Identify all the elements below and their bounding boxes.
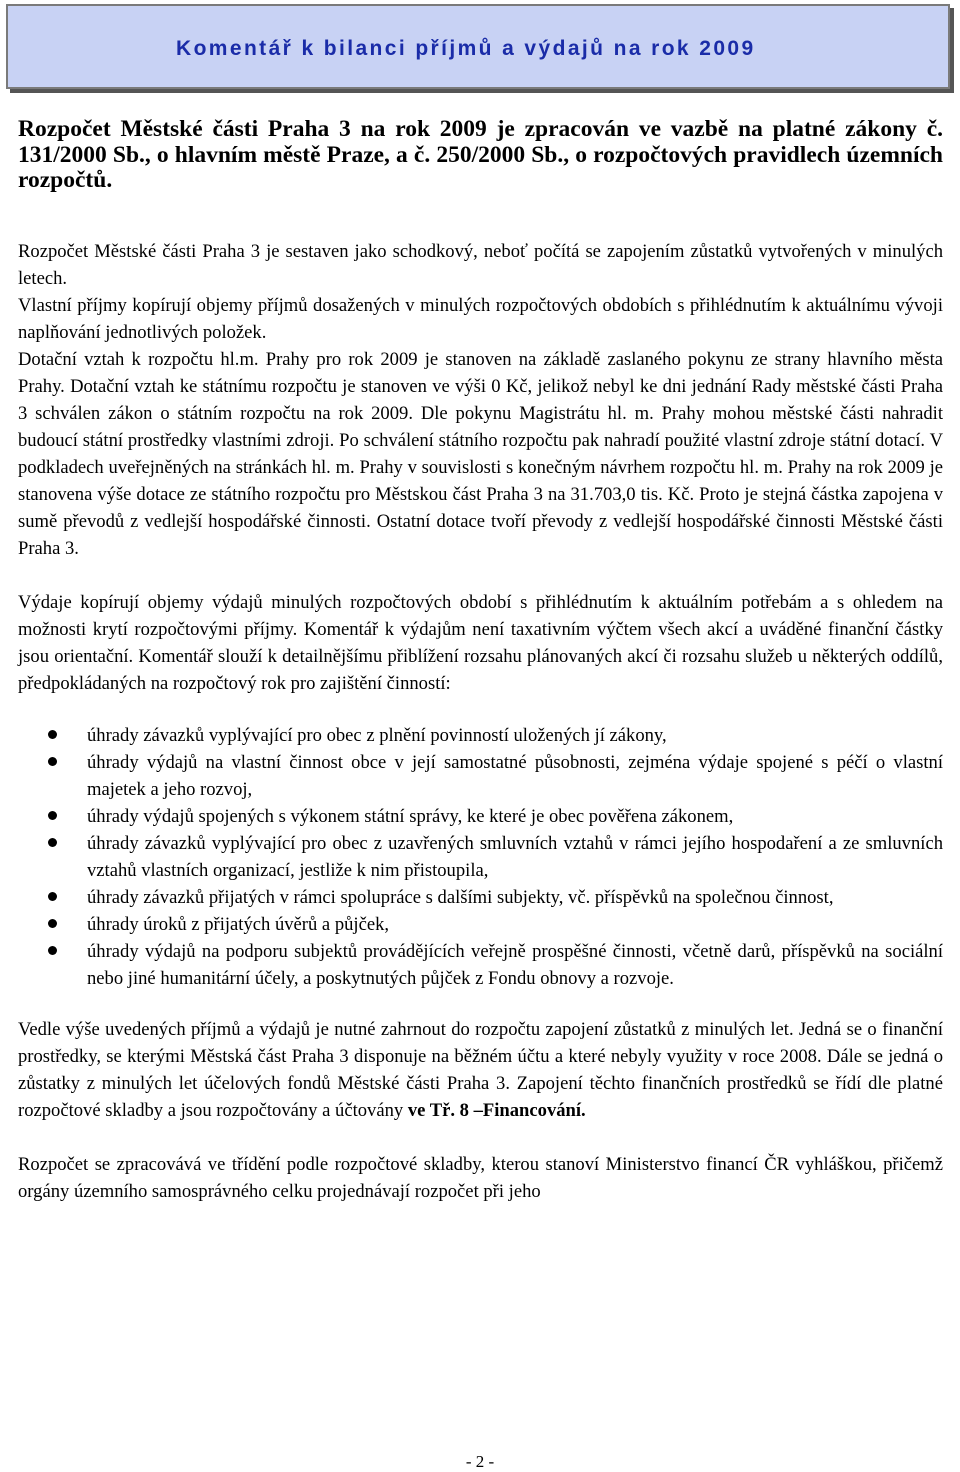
paragraph-expenditures: Výdaje kopírují objemy výdajů minulých rozpočtových období s přihlédnutím k aktuálním potřebám a s ohledem na možnosti krytí rozpočtovými příjmy. Komentář k výdajům není taxativním výčtem všech akcí a uváděné finanční částky jsou orientační. Komentář slouží k detailnějšímu přiblížení rozsahu plánovaných akcí či rozsahu služeb u některých oddílů, předpokládaných na rozpočtový rok pro zajištění činností: <box>18 591 943 694</box>
paragraph-deficit: Rozpočet Městské části Praha 3 je sestaven jako schodkový, neboť počítá se zapojením zůstatků vytvořených v minulých letech. <box>18 240 943 289</box>
bullet-icon <box>48 757 57 766</box>
paragraph-balances <box>18 1016 943 1124</box>
document-title: Komentář k bilanci příjmů a výdajů na rok 2009 <box>176 37 756 60</box>
list-item-text: úhrady výdajů na podporu subjektů provádějících veřejně prospěšné činnosti, včetně darů, příspěvků na sociální nebo jiné humanitární účely, a poskytnutých půjček z Fondu obnovy a rozvoje. <box>87 940 943 989</box>
document-title-box <box>6 4 950 89</box>
paragraph-subsidy: Dotační vztah k rozpočtu hl.m. Prahy pro rok 2009 je stanoven na základě zaslaného pokynu ze strany hlavního města Prahy. Dotační vztah ke státnímu rozpočtu je stanoven ve výši 0 Kč, jelikož nebyl ke dni jednání Rady městské části Praha 3 schválen zákon o státním rozpočtu na rok 2009. Dle pokynu Magistrátu hl. m. Prahy mohou městské části nahradit budoucí státní prostředky vlastními zdroji. Po schválení státního rozpočtu pak nahradí použité vlastní zdroje státní dotací. V podkladech uveřejněných na stránkách hl. m. Prahy v souvislosti s konečným návrhem rozpočtu hl. m. Prahy na rok 2009 je stanovena výše dotace ze státního rozpočtu pro Městskou část Praha 3 na 31.703,0 tis. Kč. Proto je stejná částka zapojena v sumě převodů z vedlejší hospodářské činnosti. Ostatní dotace tvoří převody z vedlejší hospodářské činnosti Městské části Praha 3. <box>18 348 943 559</box>
list-item <box>18 803 943 830</box>
bullet-icon <box>48 892 57 901</box>
list-item-text: úhrady závazků přijatých v rámci spolupráce s dalšími subjekty, vč. příspěvků na společnou činnost, <box>87 886 834 908</box>
list-item <box>18 938 943 992</box>
paragraph-balances-bold: ve Tř. 8 –Financování. <box>407 1099 586 1121</box>
bullet-icon <box>48 811 57 820</box>
paragraph-own-revenue: Vlastní příjmy kopírují objemy příjmů dosažených v minulých rozpočtových obdobích s přihlédnutím k aktuálnímu vývoji naplňování jednotlivých položek. <box>18 294 943 343</box>
list-item <box>18 749 943 803</box>
bullet-icon <box>48 838 57 847</box>
bullet-icon <box>48 919 57 928</box>
list-item-text: úhrady výdajů spojených s výkonem státní správy, ke které je obec pověřena zákonem, <box>87 805 734 827</box>
bullet-icon <box>48 730 57 739</box>
paragraph-balances-text: Vedle výše uvedených příjmů a výdajů je nutné zahrnout do rozpočtu zapojení zůstatků z minulých let. Jedná se o finanční prostředky, se kterými Městská část Praha 3 disponuje na běžném účtu a které nebyly využity v roce 2008. Dále se jedná o zůstatky z minulých let účelových fondů Městské části Praha 3. Zapojení těchto finančních prostředků se řídí dle platné rozpočtové skladby a jsou rozpočtovány a účtovány <box>18 1018 943 1121</box>
list-item-text: úhrady závazků vyplývající pro obec z plnění povinností uložených jí zákony, <box>87 724 667 746</box>
paragraph-classification: Rozpočet se zpracovává ve třídění podle rozpočtové skladby, kterou stanoví Ministerstvo financí ČR vyhláškou, přičemž orgány územního samosprávného celku projednávají rozpočet při jeho <box>18 1153 943 1202</box>
list-item <box>18 722 943 749</box>
bullet-icon <box>48 946 57 955</box>
list-item <box>18 830 943 884</box>
page-number: - 2 - <box>465 1452 495 1471</box>
lead-paragraph: Rozpočet Městské části Praha 3 na rok 2009 je zpracován ve vazbě na platné zákony č. 131/2000 Sb., o hlavním městě Praze, a č. 250/2000 Sb., o rozpočtových pravidlech územních rozpočtů. <box>18 116 943 193</box>
list-item-text: úhrady úroků z přijatých úvěrů a půjček, <box>87 913 390 935</box>
list-item-text: úhrady závazků vyplývající pro obec z uzavřených smluvních vztahů v rámci jejího hospodaření a ze smluvních vztahů vlastních organizací, jestliže k nim přistoupila, <box>87 832 943 881</box>
list-item <box>18 911 943 938</box>
list-item-text: úhrady výdajů na vlastní činnost obce v její samostatné působnosti, zejména výdaje spojené s péčí o vlastní majetek a jeho rozvoj, <box>87 751 943 800</box>
expenditure-list <box>18 722 943 992</box>
list-item <box>18 884 943 911</box>
document-body <box>18 117 943 1205</box>
